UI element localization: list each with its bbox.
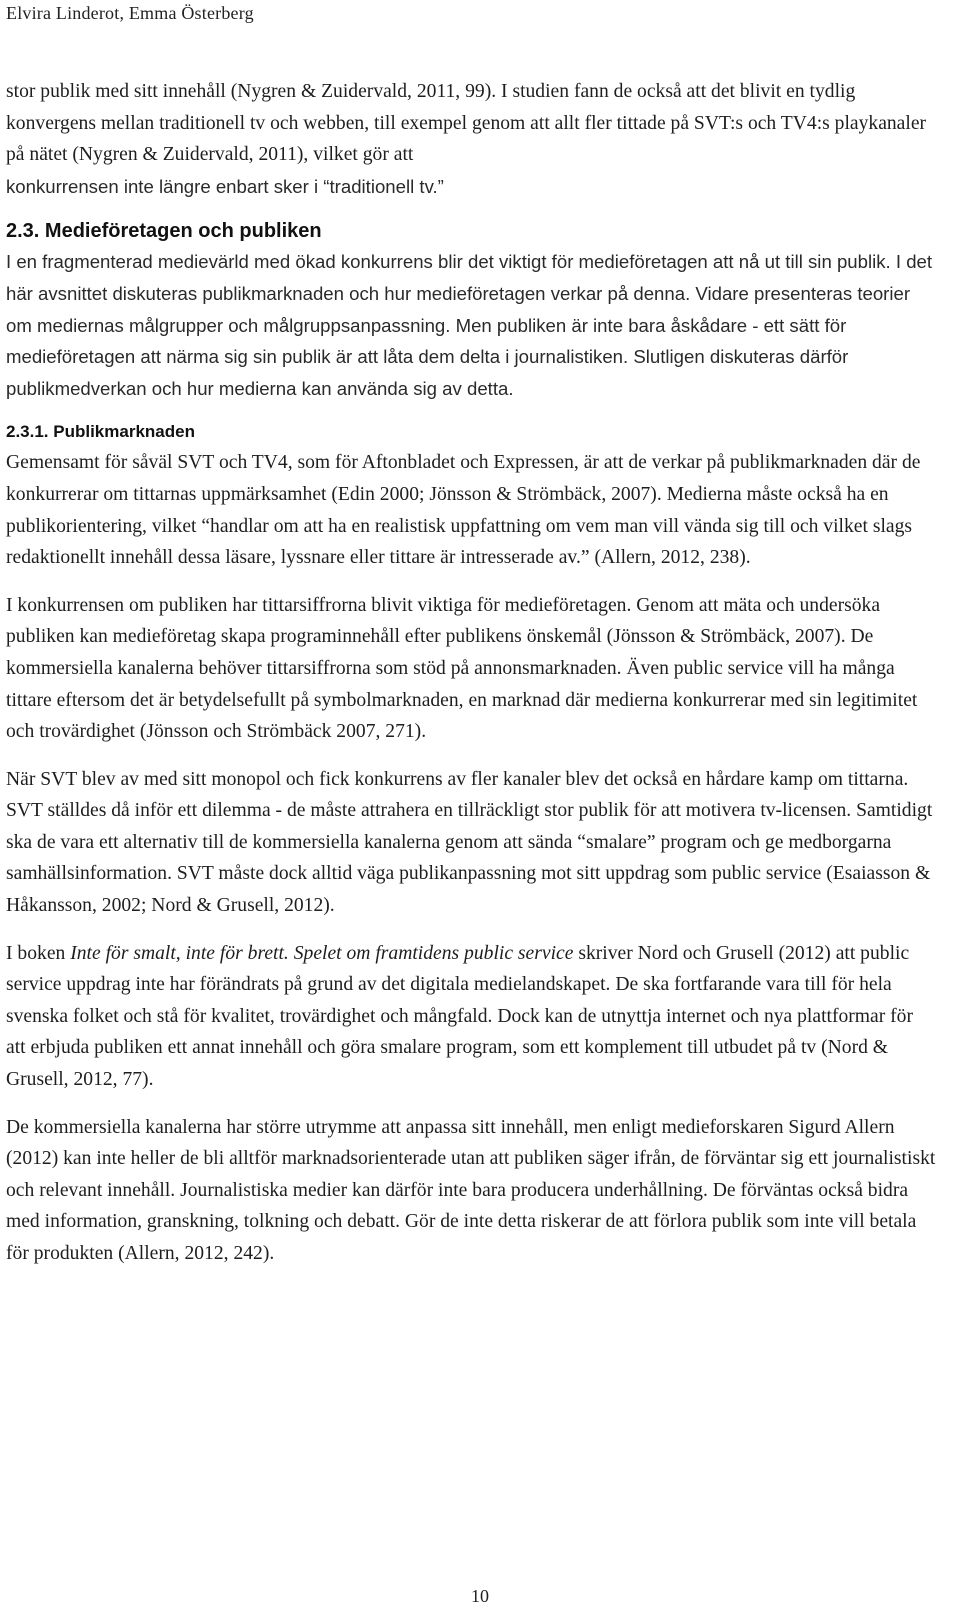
paragraph-4-rest: skriver Nord och Grusell (2012) att public service uppdrag inte har förändrats på grund av det digitala medielandskapet. De ska fortfarande vara till för hela svenska folket och stå för kvalitet, trovärdighet och mångfald. Dock kan de utnyttja internet och nya plattformar för att erbjuda publiken ett annat innehåll och göra smalare program, som ett komplement till utbudet på tv (Nord & Grusell, 2012, 77). [6,942,914,1091]
intro-text-serif: stor publik med sitt innehåll (Nygren & Zuidervald, 2011, 99). I studien fann de också att det blivit en tydlig konvergens mellan traditionell tv och webben, till exempel genom att allt fler tittade på SVT:s och TV4:s playkanaler på nätet (Nygren & Zuidervald, 2011), vilket gör att [6,81,927,166]
publikmarknaden-paragraph-5: De kommersiella kanalerna har större utrymme att anpassa sitt innehåll, men enligt medieforskaren Sigurd Allern (2012) kan inte heller de bli alltför marknadsorienterade utan att publiken säger ifrån, de förväntar sig ett journalistiskt och relevant innehåll. Journalistiska medier kan därför inte bara producera underhållning. De förväntas också bidra med information, granskning, tolkning och debatt. Gör de inte detta riskerar de att förlora publik som inte vill betala för produkten (Allern, 2012, 242). [6,1116,936,1264]
publikmarknaden-paragraph-4 [6,938,936,1096]
section-heading-2-3: 2.3. Medieföretagen och publiken [6,220,322,243]
publikmarknaden-paragraph-2: I konkurrensen om publiken har tittarsiffrorna blivit viktiga för medieföretagen. Genom att mäta och undersöka publiken kan medieföretag skapa programinnehåll efter publikens önskemål (Jönsson & Strömbäck, 2007). De kommersiella kanalerna behöver tittarsiffrorna som stöd på annonsmarknaden. Även public service vill ha många tittare eftersom det är betydelsefullt på symbolmarknaden, en marknad där medierna konkurrerar med sin legitimitet och trovärdighet (Jönsson och Strömbäck 2007, 271). [6,594,918,743]
publikmarknaden-paragraph-1: Gemensamt för såväl SVT och TV4, som för Aftonbladet och Expressen, är att de verkar på publikmarknaden där de konkurrerar om tittarnas uppmärksamhet (Edin 2000; Jönsson & Strömbäck, 2007). Medierna måste också ha en publikorientering, vilket “handlar om att ha en realistisk uppfattning om vem man vill vända sig till och vilket slags redaktionellt innehåll dessa läsare, lyssnare eller tittare är intresserade av.” (Allern, 2012, 238). [6,452,921,569]
publikmarknaden-paragraph-3: När SVT blev av med sitt monopol och fick konkurrens av fler kanaler blev det också en hårdare kamp om tittarna. SVT ställdes då inför ett dilemma - de måste attrahera en tillräckligt stor publik för att motivera tv-licensen. Samtidigt ska de vara ett alternativ till de kommersiella kanalerna genom att sända “smalare” program och ge medborgarna samhällsinformation. SVT måste dock alltid väga publikanpassning mot sitt uppdrag som public service (Esaiasson & Håkansson, 2002; Nord & Grusell, 2012). [6,768,933,917]
book-title: Inte för smalt, inte för brett. Spelet om framtidens public service [70,942,574,964]
intro-text-sans: konkurrensen inte längre enbart sker i “traditionell tv.” [6,175,444,197]
section-heading-2-3-1: 2.3.1. Publikmarknaden [6,422,195,442]
page-number: 10 [471,1586,489,1606]
intro-paragraph [6,76,936,171]
body-text [6,76,936,1270]
paragraph-4-lead: I boken [6,942,71,964]
section-2-3-paragraph: I en fragmenterad medievärld med ökad konkurrens blir det viktigt för medieföretagen att nå ut till sin publik. I det här avsnittet diskuteras publikmarknaden och hur medieföretagen verkar på denna. Vidare presenteras teorier om mediernas målgrupper och målgruppsanpassning. Men publiken är inte bara åskådare - ett sätt för medieföretagen att närma sig sin publik är att låta dem delta i journalistiken. Slutligen diskuteras därför publikmedverkan och hur medierna kan använda sig av detta. [6,251,933,399]
intro-paragraph-continuation [6,171,936,203]
running-header-authors: Elvira Linderot, Emma Österberg [6,3,254,23]
